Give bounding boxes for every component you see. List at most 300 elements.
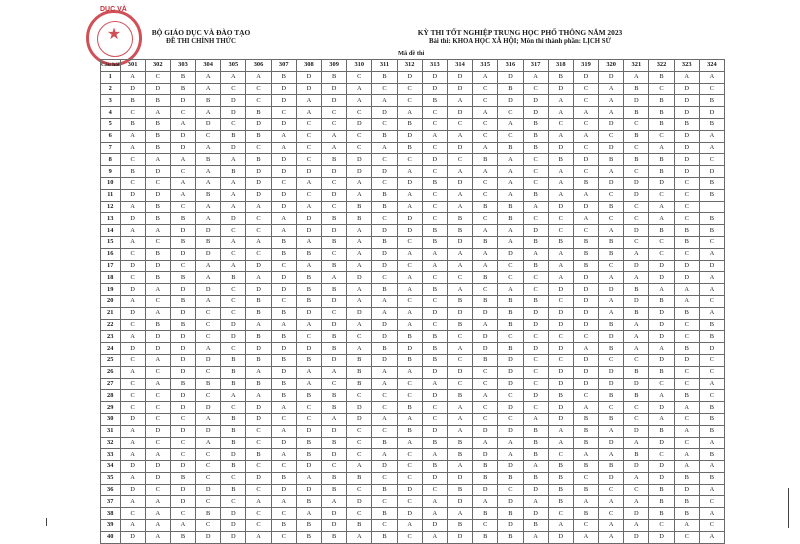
table-row xyxy=(101,461,725,473)
answer-cell: D xyxy=(170,425,195,437)
answer-cell: A xyxy=(271,130,296,142)
answer-cell: D xyxy=(649,472,674,484)
question-number: 39 xyxy=(101,520,121,532)
answer-cell: C xyxy=(422,272,447,284)
answer-cell: A xyxy=(422,449,447,461)
answer-cell: B xyxy=(397,331,422,343)
answer-cell: B xyxy=(599,390,624,402)
answer-cell: D xyxy=(624,295,649,307)
answer-cell: D xyxy=(599,118,624,130)
answer-cell: C xyxy=(473,378,498,390)
answer-cell: D xyxy=(372,225,397,237)
answer-cell: B xyxy=(649,71,674,83)
answer-cell: D xyxy=(573,295,598,307)
exam-code-cell: 301 xyxy=(120,60,145,72)
answer-cell: B xyxy=(649,166,674,178)
table-row xyxy=(101,520,725,532)
answer-cell: D xyxy=(296,83,321,95)
answer-cell: C xyxy=(473,177,498,189)
answer-cell: D xyxy=(271,83,296,95)
answer-cell: B xyxy=(447,295,472,307)
answer-cell: C xyxy=(624,213,649,225)
answer-cell: C xyxy=(699,390,724,402)
answer-key-table xyxy=(100,59,725,544)
answer-cell: B xyxy=(271,354,296,366)
answer-cell: C xyxy=(573,472,598,484)
exam-code-row xyxy=(101,60,725,72)
answer-cell: A xyxy=(599,449,624,461)
answer-cell: B xyxy=(473,508,498,520)
answer-cell: C xyxy=(196,130,221,142)
answer-cell: D xyxy=(523,390,548,402)
answer-cell: C xyxy=(221,248,246,260)
answer-cell: B xyxy=(498,201,523,213)
answer-cell: C xyxy=(221,295,246,307)
answer-cell: B xyxy=(271,331,296,343)
answer-cell: B xyxy=(573,461,598,473)
answer-cell: C xyxy=(372,472,397,484)
answer-cell: A xyxy=(473,107,498,119)
answer-cell: D xyxy=(372,319,397,331)
answer-cell: B xyxy=(170,213,195,225)
answer-cell: D xyxy=(120,260,145,272)
answer-cell: D xyxy=(573,354,598,366)
answer-cell: D xyxy=(246,402,271,414)
answer-cell: C xyxy=(649,236,674,248)
answer-cell: C xyxy=(196,319,221,331)
answer-cell: D xyxy=(296,71,321,83)
answer-cell: C xyxy=(322,201,347,213)
answer-cell: A xyxy=(372,378,397,390)
question-number: 6 xyxy=(101,130,121,142)
answer-cell: C xyxy=(699,154,724,166)
answer-cell: A xyxy=(624,248,649,260)
answer-cell: A xyxy=(120,366,145,378)
answer-cell: A xyxy=(170,118,195,130)
answer-cell: B xyxy=(649,225,674,237)
answer-cell: A xyxy=(422,531,447,543)
answer-cell: A xyxy=(573,130,598,142)
answer-cell: A xyxy=(196,343,221,355)
answer-cell: A xyxy=(196,437,221,449)
answer-cell: B xyxy=(599,319,624,331)
answer-cell: B xyxy=(347,366,372,378)
answer-cell: C xyxy=(120,107,145,119)
table-row xyxy=(101,189,725,201)
answer-cell: A xyxy=(473,319,498,331)
answer-cell: B xyxy=(674,307,699,319)
answer-cell: A xyxy=(573,213,598,225)
answer-cell: C xyxy=(422,213,447,225)
answer-cell: D xyxy=(120,307,145,319)
answer-cell: A xyxy=(422,260,447,272)
answer-cell: A xyxy=(573,402,598,414)
exam-code-header: Mã đề thi xyxy=(398,50,425,57)
answer-cell: A xyxy=(624,520,649,532)
answer-cell: A xyxy=(221,236,246,248)
answer-cell: C xyxy=(246,484,271,496)
answer-cell: C xyxy=(347,107,372,119)
table-row xyxy=(101,331,725,343)
answer-cell: B xyxy=(397,142,422,154)
answer-cell: C xyxy=(573,520,598,532)
answer-cell: D xyxy=(170,343,195,355)
question-number: 19 xyxy=(101,284,121,296)
answer-cell: A xyxy=(674,284,699,296)
answer-cell: A xyxy=(271,142,296,154)
answer-cell: C xyxy=(347,142,372,154)
answer-cell: B xyxy=(271,71,296,83)
answer-cell: C xyxy=(322,378,347,390)
answer-cell: A xyxy=(221,189,246,201)
question-number: 26 xyxy=(101,366,121,378)
question-number: 12 xyxy=(101,201,121,213)
answer-cell: D xyxy=(221,213,246,225)
exam-code-cell: 323 xyxy=(674,60,699,72)
answer-cell: A xyxy=(523,413,548,425)
answer-cell: B xyxy=(473,354,498,366)
answer-cell: C xyxy=(372,177,397,189)
answer-cell: D xyxy=(599,366,624,378)
answer-cell: C xyxy=(498,413,523,425)
answer-cell: A xyxy=(674,425,699,437)
answer-cell: A xyxy=(196,71,221,83)
answer-cell: D xyxy=(246,343,271,355)
ministry-name: BỘ GIÁO DỤC VÀ ĐÀO TẠO xyxy=(151,28,251,37)
answer-cell: C xyxy=(170,413,195,425)
answer-cell: D xyxy=(120,83,145,95)
answer-cell: A xyxy=(473,437,498,449)
answer-cell: D xyxy=(624,260,649,272)
answer-cell: D xyxy=(447,531,472,543)
answer-cell: D xyxy=(170,354,195,366)
answer-cell: D xyxy=(120,461,145,473)
answer-cell: D xyxy=(145,166,170,178)
answer-cell: C xyxy=(523,177,548,189)
answer-cell: A xyxy=(599,83,624,95)
exam-code-cell: 303 xyxy=(170,60,195,72)
exam-subject: Bài thi: KHOA HỌC XÃ HỘI; Môn thi thành phần: LỊCH SỬ xyxy=(429,38,611,45)
answer-cell: A xyxy=(473,260,498,272)
answer-cell: D xyxy=(322,166,347,178)
answer-cell: B xyxy=(573,508,598,520)
answer-cell: C xyxy=(347,484,372,496)
answer-cell: B xyxy=(649,366,674,378)
answer-cell: B xyxy=(624,449,649,461)
answer-cell: A xyxy=(548,107,573,119)
answer-cell: D xyxy=(246,177,271,189)
answer-cell: D xyxy=(649,461,674,473)
answer-cell: A xyxy=(397,189,422,201)
answer-cell: C xyxy=(599,213,624,225)
answer-cell: C xyxy=(347,449,372,461)
question-number: 35 xyxy=(101,472,121,484)
question-number: 2 xyxy=(101,83,121,95)
answer-cell: B xyxy=(498,531,523,543)
answer-cell: C xyxy=(674,248,699,260)
answer-cell: D xyxy=(271,284,296,296)
answer-cell: D xyxy=(246,118,271,130)
answer-cell: A xyxy=(523,461,548,473)
answer-cell: A xyxy=(447,508,472,520)
answer-cell: A xyxy=(120,520,145,532)
answer-cell: C xyxy=(296,118,321,130)
answer-cell: A xyxy=(599,272,624,284)
answer-cell: A xyxy=(120,225,145,237)
answer-cell: B xyxy=(196,236,221,248)
answer-cell: A xyxy=(347,260,372,272)
answer-cell: C xyxy=(573,142,598,154)
answer-cell: D xyxy=(372,461,397,473)
answer-cell: A xyxy=(498,177,523,189)
answer-cell: A xyxy=(347,343,372,355)
answer-cell: B xyxy=(246,130,271,142)
exam-code-cell: 311 xyxy=(372,60,397,72)
answer-cell: A xyxy=(649,390,674,402)
answer-cell: B xyxy=(372,236,397,248)
answer-cell: C xyxy=(473,520,498,532)
answer-cell: A xyxy=(699,531,724,543)
answer-cell: B xyxy=(699,189,724,201)
answer-cell: A xyxy=(624,496,649,508)
table-row xyxy=(101,118,725,130)
answer-cell: C xyxy=(498,484,523,496)
answer-cell: D xyxy=(296,425,321,437)
answer-cell: C xyxy=(322,118,347,130)
answer-cell: B xyxy=(523,472,548,484)
answer-cell: D xyxy=(624,531,649,543)
question-number: 21 xyxy=(101,307,121,319)
answer-cell: D xyxy=(624,378,649,390)
question-number: 24 xyxy=(101,343,121,355)
answer-cell: A xyxy=(145,284,170,296)
answer-cell: C xyxy=(498,331,523,343)
answer-cell: C xyxy=(422,142,447,154)
answer-cell: A xyxy=(422,496,447,508)
answer-cell: C xyxy=(246,461,271,473)
answer-cell: C xyxy=(447,378,472,390)
answer-cell: A xyxy=(624,472,649,484)
answer-cell: A xyxy=(699,71,724,83)
answer-cell: A xyxy=(397,413,422,425)
answer-cell: C xyxy=(372,390,397,402)
answer-cell: D xyxy=(322,449,347,461)
answer-cell: A xyxy=(447,413,472,425)
answer-cell: C xyxy=(599,508,624,520)
answer-cell: B xyxy=(296,449,321,461)
question-column-header: Câu hỏi xyxy=(101,60,121,72)
answer-cell: B xyxy=(246,331,271,343)
answer-cell: D xyxy=(699,166,724,178)
answer-cell: C xyxy=(170,508,195,520)
answer-cell: D xyxy=(573,319,598,331)
answer-cell: C xyxy=(271,295,296,307)
answer-cell: B xyxy=(145,95,170,107)
answer-cell: C xyxy=(145,402,170,414)
table-row xyxy=(101,413,725,425)
answer-cell: D xyxy=(548,343,573,355)
answer-cell: A xyxy=(447,260,472,272)
answer-cell: C xyxy=(523,213,548,225)
answer-cell: B xyxy=(145,201,170,213)
answer-cell: B xyxy=(221,413,246,425)
answer-cell: C xyxy=(473,189,498,201)
answer-cell: D xyxy=(196,284,221,296)
answer-cell: D xyxy=(120,531,145,543)
answer-cell: C xyxy=(322,307,347,319)
answer-cell: B xyxy=(473,236,498,248)
table-row xyxy=(101,107,725,119)
answer-cell: B xyxy=(170,272,195,284)
answer-cell: C xyxy=(221,83,246,95)
answer-cell: B xyxy=(372,508,397,520)
answer-cell: A xyxy=(196,166,221,178)
answer-cell: B xyxy=(372,284,397,296)
answer-cell: C xyxy=(296,413,321,425)
answer-cell: A xyxy=(699,484,724,496)
answer-cell: D xyxy=(397,130,422,142)
answer-cell: A xyxy=(271,449,296,461)
answer-cell: C xyxy=(624,236,649,248)
answer-cell: A xyxy=(347,95,372,107)
scan-edge-mark xyxy=(46,518,47,526)
exam-code-cell: 319 xyxy=(573,60,598,72)
answer-cell: B xyxy=(397,402,422,414)
answer-cell: B xyxy=(649,295,674,307)
answer-cell: D xyxy=(372,248,397,260)
answer-cell: D xyxy=(674,354,699,366)
exam-code-cell: 316 xyxy=(498,60,523,72)
answer-cell: A xyxy=(322,413,347,425)
answer-cell: C xyxy=(548,295,573,307)
answer-cell: B xyxy=(498,343,523,355)
table-row xyxy=(101,83,725,95)
answer-cell: B xyxy=(422,354,447,366)
answer-cell: A xyxy=(397,107,422,119)
answer-cell: A xyxy=(120,142,145,154)
answer-cell: C xyxy=(573,83,598,95)
answer-cell: C xyxy=(699,295,724,307)
answer-cell: C xyxy=(674,378,699,390)
answer-cell: A xyxy=(447,248,472,260)
table-row xyxy=(101,449,725,461)
answer-cell: B xyxy=(674,390,699,402)
answer-cell: B xyxy=(347,378,372,390)
answer-cell: D xyxy=(145,83,170,95)
answer-cell: B xyxy=(523,295,548,307)
question-number: 34 xyxy=(101,461,121,473)
answer-cell: B xyxy=(674,118,699,130)
answer-cell: A xyxy=(347,225,372,237)
answer-cell: A xyxy=(271,425,296,437)
answer-cell: D xyxy=(674,484,699,496)
answer-cell: D xyxy=(271,484,296,496)
question-number: 40 xyxy=(101,531,121,543)
answer-cell: C xyxy=(120,402,145,414)
answer-cell: C xyxy=(473,95,498,107)
answer-cell: B xyxy=(473,201,498,213)
answer-cell: D xyxy=(649,177,674,189)
answer-cell: C xyxy=(120,378,145,390)
answer-cell: A xyxy=(498,154,523,166)
answer-cell: B xyxy=(170,319,195,331)
answer-cell: A xyxy=(271,225,296,237)
answer-cell: D xyxy=(422,71,447,83)
answer-cell: C xyxy=(372,520,397,532)
answer-cell: A xyxy=(196,413,221,425)
answer-cell: D xyxy=(347,166,372,178)
answer-cell: A xyxy=(548,437,573,449)
question-number: 36 xyxy=(101,484,121,496)
table-row xyxy=(101,366,725,378)
answer-cell: B xyxy=(498,295,523,307)
answer-cell: D xyxy=(397,225,422,237)
answer-cell: B xyxy=(296,520,321,532)
answer-cell: D xyxy=(271,154,296,166)
answer-cell: D xyxy=(649,402,674,414)
answer-cell: D xyxy=(145,260,170,272)
answer-cell: A xyxy=(271,319,296,331)
answer-cell: A xyxy=(372,307,397,319)
answer-cell: C xyxy=(548,449,573,461)
answer-cell: A xyxy=(296,378,321,390)
answer-cell: C xyxy=(699,520,724,532)
answer-cell: A xyxy=(649,413,674,425)
answer-cell: B xyxy=(624,307,649,319)
answer-cell: B xyxy=(246,449,271,461)
answer-cell: A xyxy=(548,166,573,178)
answer-cell: D xyxy=(170,366,195,378)
answer-cell: C xyxy=(271,413,296,425)
answer-cell: C xyxy=(649,378,674,390)
answer-cell: C xyxy=(246,508,271,520)
answer-cell: A xyxy=(422,508,447,520)
answer-cell: D xyxy=(523,225,548,237)
answer-cell: C xyxy=(322,248,347,260)
answer-cell: A xyxy=(196,177,221,189)
answer-cell: A xyxy=(322,142,347,154)
answer-cell: B xyxy=(221,130,246,142)
answer-cell: D xyxy=(397,213,422,225)
answer-cell: A xyxy=(699,307,724,319)
answer-cell: B xyxy=(649,496,674,508)
answer-cell: C xyxy=(699,236,724,248)
exam-code-cell: 305 xyxy=(221,60,246,72)
answer-cell: A xyxy=(372,142,397,154)
answer-cell: C xyxy=(271,531,296,543)
answer-cell: C xyxy=(221,307,246,319)
answer-cell: A xyxy=(699,284,724,296)
answer-cell: D xyxy=(372,107,397,119)
answer-cell: D xyxy=(170,284,195,296)
answer-cell: A xyxy=(599,520,624,532)
answer-cell: A xyxy=(498,118,523,130)
answer-cell: D xyxy=(447,107,472,119)
answer-cell: C xyxy=(498,390,523,402)
answer-cell: A xyxy=(699,437,724,449)
answer-cell: C xyxy=(599,354,624,366)
answer-cell: A xyxy=(296,236,321,248)
answer-cell: C xyxy=(422,107,447,119)
answer-cell: C xyxy=(599,130,624,142)
question-number: 1 xyxy=(101,71,121,83)
question-number: 28 xyxy=(101,390,121,402)
answer-cell: D xyxy=(523,95,548,107)
answer-cell: A xyxy=(548,520,573,532)
answer-cell: B xyxy=(372,343,397,355)
answer-cell: D xyxy=(422,154,447,166)
answer-cell: D xyxy=(372,260,397,272)
